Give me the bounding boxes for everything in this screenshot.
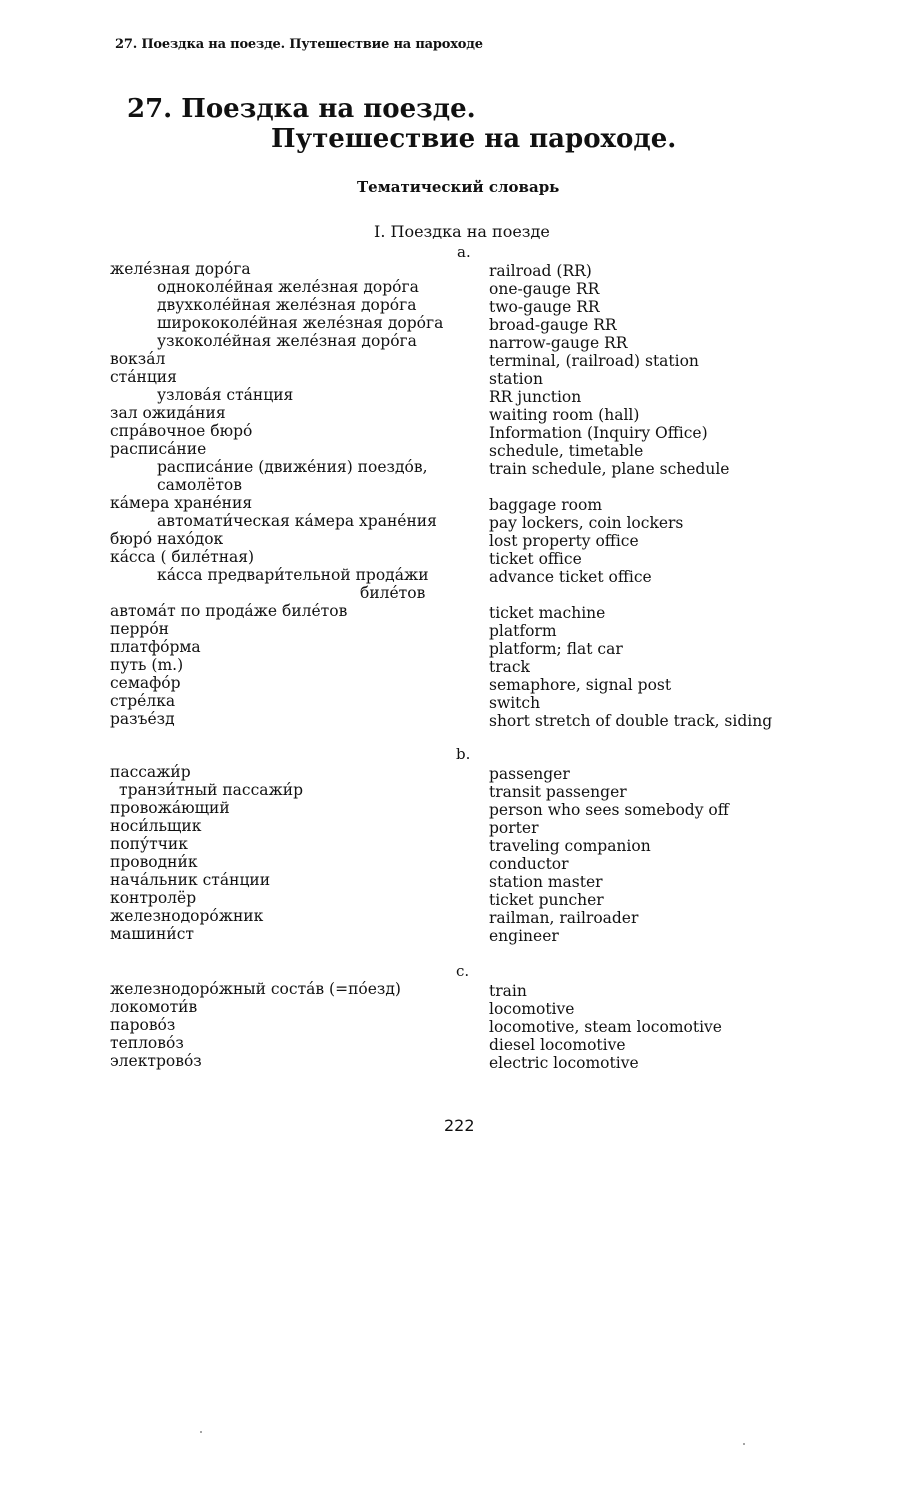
running-header: 27. Поездка на поезде. Путешествие на пароходе <box>115 37 483 52</box>
entry-english: platform <box>489 622 557 640</box>
entry-english: ticket puncher <box>489 891 604 909</box>
entry-english: locomotive <box>489 1000 575 1018</box>
entry-english: switch <box>489 694 541 712</box>
entry-english: railman, railroader <box>489 909 639 927</box>
entry-russian: теплово́з <box>110 1034 184 1052</box>
chapter-title-line-1: 27. Поездка на поезде. <box>127 94 476 124</box>
entry-english: semaphore, signal post <box>489 676 672 694</box>
entry-russian: нача́льник ста́нции <box>110 871 271 889</box>
entry-english: narrow-gauge RR <box>489 334 628 352</box>
entry-english: one-gauge RR <box>489 280 600 298</box>
entry-english: station <box>489 370 543 388</box>
entry-english: RR junction <box>489 388 582 406</box>
vocabulary-subtitle: Тематический словарь <box>357 178 560 196</box>
entry-russian: путь (m.) <box>110 656 184 674</box>
entry-russian: пассажи́р <box>110 763 191 781</box>
scan-speck <box>743 1443 745 1445</box>
section-heading: I. Поездка на поезде <box>374 222 550 241</box>
entry-russian: разъе́зд <box>110 710 175 728</box>
entry-russian: расписа́ние (движе́ния) поездо́в, <box>157 458 428 476</box>
entry-russian: узкоколе́йная желе́зная доро́га <box>157 332 417 350</box>
entry-russian: провожа́ющий <box>110 799 230 817</box>
subsection-label-b: b. <box>456 745 471 763</box>
entry-english: terminal, (railroad) station <box>489 352 699 370</box>
entry-english: traveling companion <box>489 837 651 855</box>
entry-russian: проводни́к <box>110 853 198 871</box>
entry-russian: узлова́я ста́нция <box>157 386 294 404</box>
entry-russian: ка́сса ( биле́тная) <box>110 548 255 566</box>
subsection-label-a: a. <box>457 243 471 261</box>
entry-russian: перро́н <box>110 620 170 638</box>
entry-russian: носи́льщик <box>110 817 202 835</box>
entry-russian: ка́мера хране́ния <box>110 494 253 512</box>
entry-english: broad-gauge RR <box>489 316 617 334</box>
entry-russian: транзи́тный пассажи́р <box>119 781 304 799</box>
entry-english: conductor <box>489 855 569 873</box>
entry-english: railroad (RR) <box>489 262 592 280</box>
entry-english: two-gauge RR <box>489 298 600 316</box>
chapter-title-line-2: Путешествие на пароходе. <box>271 124 677 154</box>
entry-russian: ста́нция <box>110 368 177 386</box>
entry-english: Information (Inquiry Office) <box>489 424 708 442</box>
entry-english: engineer <box>489 927 559 945</box>
entry-english: lost property office <box>489 532 639 550</box>
entry-russian: двухколе́йная желе́зная доро́га <box>157 296 417 314</box>
entry-english: locomotive, steam locomotive <box>489 1018 722 1036</box>
entry-russian-continuation: самолётов <box>157 476 242 494</box>
entry-russian: локомоти́в <box>110 998 198 1016</box>
entry-english: platform; flat car <box>489 640 623 658</box>
entry-russian: расписа́ние <box>110 440 207 458</box>
entry-english: advance ticket office <box>489 568 652 586</box>
entry-russian: машини́ст <box>110 925 194 943</box>
entry-english: station master <box>489 873 603 891</box>
entry-english: pay lockers, coin lockers <box>489 514 684 532</box>
entry-russian: бюро́ нахо́док <box>110 530 224 548</box>
entry-english: baggage room <box>489 496 603 514</box>
entry-russian: железнодоро́жный соста́в (=по́езд) <box>110 980 401 998</box>
entry-russian: желе́зная доро́га <box>110 260 251 278</box>
entry-russian: спра́вочное бюро́ <box>110 422 253 440</box>
entry-english: passenger <box>489 765 570 783</box>
entry-russian: попу́тчик <box>110 835 188 853</box>
entry-english: diesel locomotive <box>489 1036 626 1054</box>
entry-english: waiting room (hall) <box>489 406 640 424</box>
entry-english: train schedule, plane schedule <box>489 460 730 478</box>
entry-russian: железнодоро́жник <box>110 907 264 925</box>
entry-russian: стре́лка <box>110 692 176 710</box>
scan-speck <box>200 1431 202 1433</box>
entry-russian: платфо́рма <box>110 638 201 656</box>
entry-english: person who sees somebody off <box>489 801 729 819</box>
entry-english: transit passenger <box>489 783 627 801</box>
entry-russian: семафо́р <box>110 674 181 692</box>
entry-english: short stretch of double track, siding <box>489 712 773 730</box>
entry-russian: ка́сса предвари́тельной прода́жи <box>157 566 429 584</box>
entry-russian: зал ожида́ния <box>110 404 226 422</box>
entry-english: ticket office <box>489 550 582 568</box>
entry-russian: автомати́ческая ка́мера хране́ния <box>157 512 437 530</box>
entry-english: schedule, timetable <box>489 442 644 460</box>
subsection-label-c: c. <box>456 962 470 980</box>
entry-english: ticket machine <box>489 604 606 622</box>
entry-english: track <box>489 658 530 676</box>
entry-russian: ширококоле́йная желе́зная доро́га <box>157 314 444 332</box>
entry-english: train <box>489 982 527 1000</box>
entry-russian-continuation: биле́тов <box>360 584 426 602</box>
entry-russian: контролёр <box>110 889 197 907</box>
entry-russian: вокза́л <box>110 350 166 368</box>
entry-russian: одноколе́йная желе́зная доро́га <box>157 278 419 296</box>
entry-russian: электрово́з <box>110 1052 202 1070</box>
entry-russian: автома́т по прода́же биле́тов <box>110 602 348 620</box>
page-number: 222 <box>444 1116 475 1135</box>
entry-english: porter <box>489 819 539 837</box>
entry-russian: парово́з <box>110 1016 176 1034</box>
entry-english: electric locomotive <box>489 1054 639 1072</box>
